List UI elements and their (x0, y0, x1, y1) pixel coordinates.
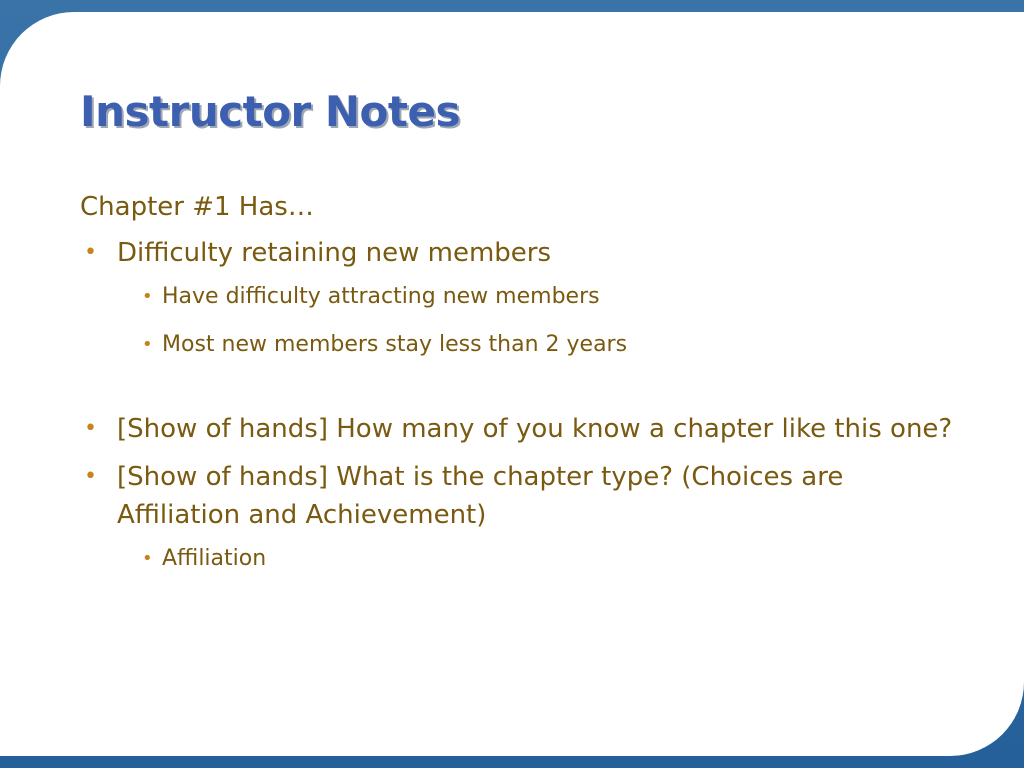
bullet-item (80, 234, 960, 362)
slide-title: Instructor Notes (80, 87, 460, 136)
sub-bullet-text: Have difficulty attracting new members (162, 284, 600, 309)
bullet-dot-icon: • (142, 548, 153, 569)
sub-bullet-item (117, 280, 960, 314)
bullet-dot-icon: • (84, 464, 97, 489)
sub-bullet-item (117, 542, 960, 576)
bullet-dot-icon: • (84, 416, 97, 441)
bullet-list (80, 234, 960, 576)
bullet-item (80, 410, 960, 448)
intro-text: Chapter #1 Has… (80, 192, 314, 222)
sub-bullet-list (117, 280, 960, 362)
slide-body (80, 186, 960, 590)
bullet-item (80, 458, 960, 576)
sub-bullet-text: Affiliation (162, 546, 267, 571)
bullet-text: [Show of hands] What is the chapter type? (Choices are Affiliation and Achievement) (117, 462, 844, 530)
bullet-dot-icon: • (84, 240, 97, 265)
bullet-text: [Show of hands] How many of you know a chapter like this one? (117, 414, 953, 444)
sub-bullet-list (117, 542, 960, 576)
bullet-dot-icon: • (142, 334, 153, 355)
slide-panel (0, 12, 1024, 756)
bullet-dot-icon: • (142, 286, 153, 307)
sub-bullet-text: Most new members stay less than 2 years (162, 332, 628, 357)
sub-bullet-item (117, 328, 960, 362)
bullet-text: Difficulty retaining new members (117, 238, 552, 268)
